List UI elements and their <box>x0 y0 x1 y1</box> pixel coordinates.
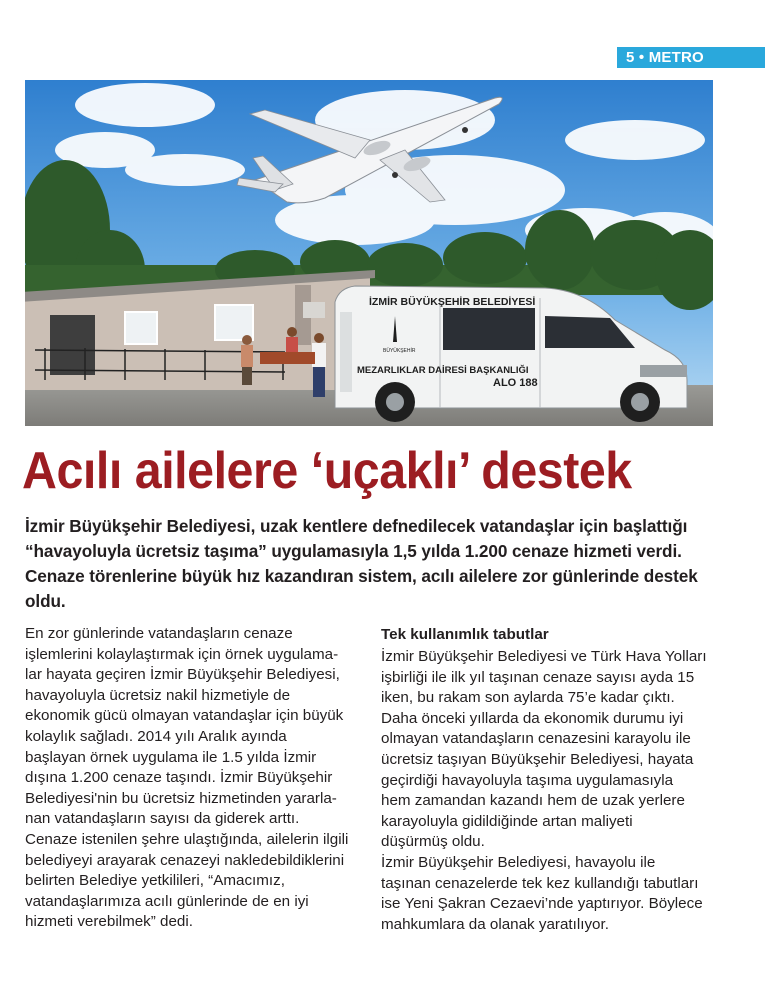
body-line: düşürmüş oldu. <box>381 833 485 851</box>
body-line: dışına 1.200 cenaze taşındı. İzmir Büyükşehir <box>25 769 333 787</box>
article-photo <box>25 80 713 426</box>
body-line: Daha önceki yıllarda da ekonomik durumu iyi <box>381 709 684 727</box>
lead-line: oldu. <box>25 591 66 611</box>
van-logo-text: BÜYÜKŞEHİR <box>383 348 416 354</box>
body-line: ekonomik gücü olmayan vatandaşlar için büyük <box>25 707 344 725</box>
body-line: taşınan cenazelerde tek kez kullandığı tabutları <box>381 874 699 892</box>
body-line: Belediyesi'nin bu ücretsiz hizmetinden yararla- <box>25 789 337 807</box>
lead-line: “havayoluyla ücretsiz taşıma” uygulamasıyla 1,5 yılda 1.200 cenaze hizmeti verdi. <box>25 541 682 561</box>
body-line: belirten Belediye yetkilileri, “Amacımız, <box>25 872 285 890</box>
body-line: lar hayata geçiren İzmir Büyükşehir Belediyesi, <box>25 666 340 684</box>
body-line: hizmeti verebilmek” dedi. <box>25 913 193 931</box>
lead-paragraph <box>25 514 745 614</box>
body-line: iken, bu rakam son aylarda 75’e kadar çıktı. <box>381 689 675 707</box>
headline: Acılı ailelere ‘uçaklı’ destek <box>22 442 632 500</box>
body-line: işbirliği ile ilk yıl taşınan cenaze sayısı ayda 15 <box>381 668 695 686</box>
body-line: En zor günlerinde vatandaşların cenaze <box>25 625 293 642</box>
body-column-right <box>381 624 731 935</box>
body-line: ücretsiz taşıyan Büyükşehir Belediyesi, hayata <box>381 750 694 768</box>
subheading: Tek kullanımlık tabutlar <box>381 626 549 643</box>
body-line: olmayan vatandaşların cenazesini karayolu ile <box>381 730 691 748</box>
body-line: nan vatandaşların sayısı da giderek arttı. <box>25 810 300 828</box>
body-line: hem zamandan kazandı hem de uzak yerlere <box>381 792 685 810</box>
body-line: Cenaze istenilen şehre ulaştığında, ailelerin ilgili <box>25 830 349 848</box>
body-line: işlemlerini kolaylaştırmak için örnek uygulama- <box>25 645 339 663</box>
body-line: belediyeyi arayarak cenazeyi nakledebildiklerini <box>25 851 345 869</box>
van-title-text: İZMİR BÜYÜKŞEHİR BELEDİYESİ <box>369 296 536 308</box>
lead-line: İzmir Büyükşehir Belediyesi, uzak kentlere defnedilecek vatandaşlar için başlattığı <box>25 516 688 536</box>
lead-line: Cenaze törenlerine büyük hız kazandıran sistem, acılı ailelere zor günlerinde destek <box>25 566 698 586</box>
body-line: karayoluyla gidildiğinde artan maliyeti <box>381 812 633 830</box>
body-line: geçirdiği havayoluyla taşıma uygulamasıyla <box>381 771 674 789</box>
body-line: vatandaşlarımıza acılı günlerinde de en iyi <box>25 892 309 910</box>
section-tag: 5 • METRO <box>617 47 765 68</box>
body-line: mahkumlara da olanak yaratılıyor. <box>381 915 609 933</box>
body-line: İzmir Büyükşehir Belediyesi, havayolu ile <box>381 853 656 871</box>
body-line: kolaylık sağladı. 2014 yılı Aralık ayında <box>25 727 287 745</box>
body-column-left <box>25 624 375 933</box>
body-line: İzmir Büyükşehir Belediyesi ve Türk Hava Yolları <box>381 648 707 665</box>
van-department-text: MEZARLIKLAR DAİRESİ BAŞKANLIĞI <box>357 365 529 376</box>
body-line: başlayan örnek uygulama ile 1.5 yılda İzmir <box>25 748 317 766</box>
body-line: havayoluyla ücretsiz nakil hizmetiyle de <box>25 686 291 704</box>
body-line: ise Yeni Şakran Cezaevi’nde yaptırıyor. Böylece <box>381 895 703 913</box>
van-phone-text: ALO 188 <box>493 377 538 389</box>
